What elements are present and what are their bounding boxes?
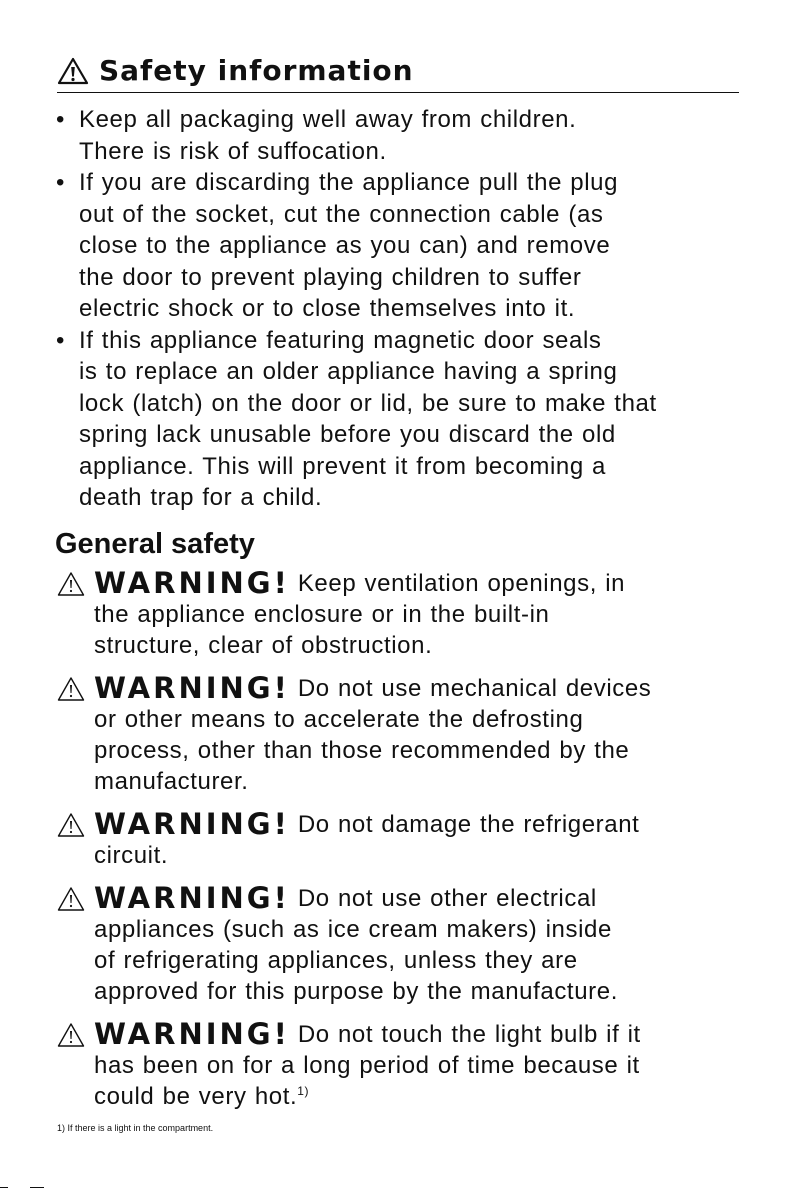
warning-triangle-icon	[57, 571, 85, 597]
bullet-line: spring lack unusable before you discard the old	[79, 421, 616, 448]
warning-line: manufacturer.	[94, 768, 249, 795]
warning-line: structure, clear of obstruction.	[94, 632, 433, 659]
warning-label: WARNING!	[94, 1017, 290, 1051]
crop-mark	[0, 1187, 8, 1189]
crop-mark	[30, 1187, 44, 1189]
bullet-line: close to the appliance as you can) and remove	[79, 232, 611, 259]
bullet-dot-icon: •	[56, 326, 66, 354]
warning-line: or other means to accelerate the defrosting	[94, 706, 584, 733]
warning-item-electrical-appliances	[57, 883, 757, 1007]
bullet-line: appliance. This will prevent it from becoming a	[79, 452, 606, 480]
bullet-line: lock (latch) on the door or lid, be sure to make that	[79, 389, 657, 417]
warning-list	[57, 568, 757, 1124]
bullet-line: the door to prevent playing children to suffer	[79, 263, 582, 291]
bullet-item-discarding	[56, 167, 746, 325]
warning-triangle-icon	[57, 676, 85, 702]
bullet-line: is to replace an older appliance having a spring	[79, 358, 618, 385]
warning-label: WARNING!	[94, 807, 290, 841]
warning-label: WARNING!	[94, 671, 290, 705]
warning-item-refrigerant	[57, 809, 757, 871]
warning-item-defrosting	[57, 673, 757, 797]
warning-line-text: could be very hot.	[94, 1083, 298, 1110]
warning-line: appliances (such as ice cream makers) inside	[94, 916, 612, 943]
warning-triangle-icon	[57, 1022, 85, 1048]
warning-triangle-icon	[57, 886, 85, 912]
warning-line: process, other than those recommended by the	[94, 737, 630, 764]
warning-line: has been on for a long period of time because it	[94, 1052, 640, 1079]
bullet-line: Keep all packaging well away from children.	[79, 106, 577, 133]
bullet-dot-icon: •	[56, 169, 66, 196]
section-title: Safety information	[99, 54, 414, 87]
warning-line: of refrigerating appliances, unless they are	[94, 947, 578, 974]
warning-text: Do not use mechanical devices	[297, 675, 652, 702]
section-header	[57, 50, 739, 93]
warning-label: WARNING!	[94, 566, 290, 600]
bullet-line: electric shock or to close themselves into it.	[79, 295, 576, 322]
general-safety-title: General safety	[55, 528, 255, 560]
bullet-item-packaging	[56, 104, 746, 167]
warning-line: approved for this purpose by the manufacture.	[94, 978, 618, 1005]
bullet-line: There is risk of suffocation.	[79, 137, 387, 165]
bullet-item-magnetic-seals	[56, 325, 746, 514]
warning-triangle-icon	[57, 812, 85, 838]
bullet-line: If this appliance featuring magnetic door seals	[79, 326, 602, 354]
warning-text: Do not use other electrical	[297, 885, 597, 912]
warning-item-ventilation	[57, 568, 757, 661]
warning-text: Keep ventilation openings, in	[297, 570, 626, 597]
bullet-dot-icon: •	[56, 106, 66, 133]
warning-triangle-icon	[57, 57, 89, 85]
footnote-reference: 1)	[297, 1084, 310, 1098]
safety-bullet-list	[56, 104, 746, 514]
bullet-line: out of the socket, cut the connection cable (as	[79, 200, 604, 228]
warning-text: Do not touch the light bulb if it	[297, 1021, 641, 1048]
warning-line: circuit.	[94, 842, 169, 869]
warning-line	[57, 1081, 757, 1112]
warning-line: the appliance enclosure or in the built-in	[94, 601, 550, 628]
warning-item-light-bulb	[57, 1019, 757, 1112]
bullet-line: death trap for a child.	[79, 484, 323, 511]
bullet-line: If you are discarding the appliance pull the plug	[79, 169, 619, 196]
footnote: 1) If there is a light in the compartment.	[57, 1123, 214, 1133]
warning-label: WARNING!	[94, 881, 290, 915]
warning-text: Do not damage the refrigerant	[297, 811, 640, 838]
